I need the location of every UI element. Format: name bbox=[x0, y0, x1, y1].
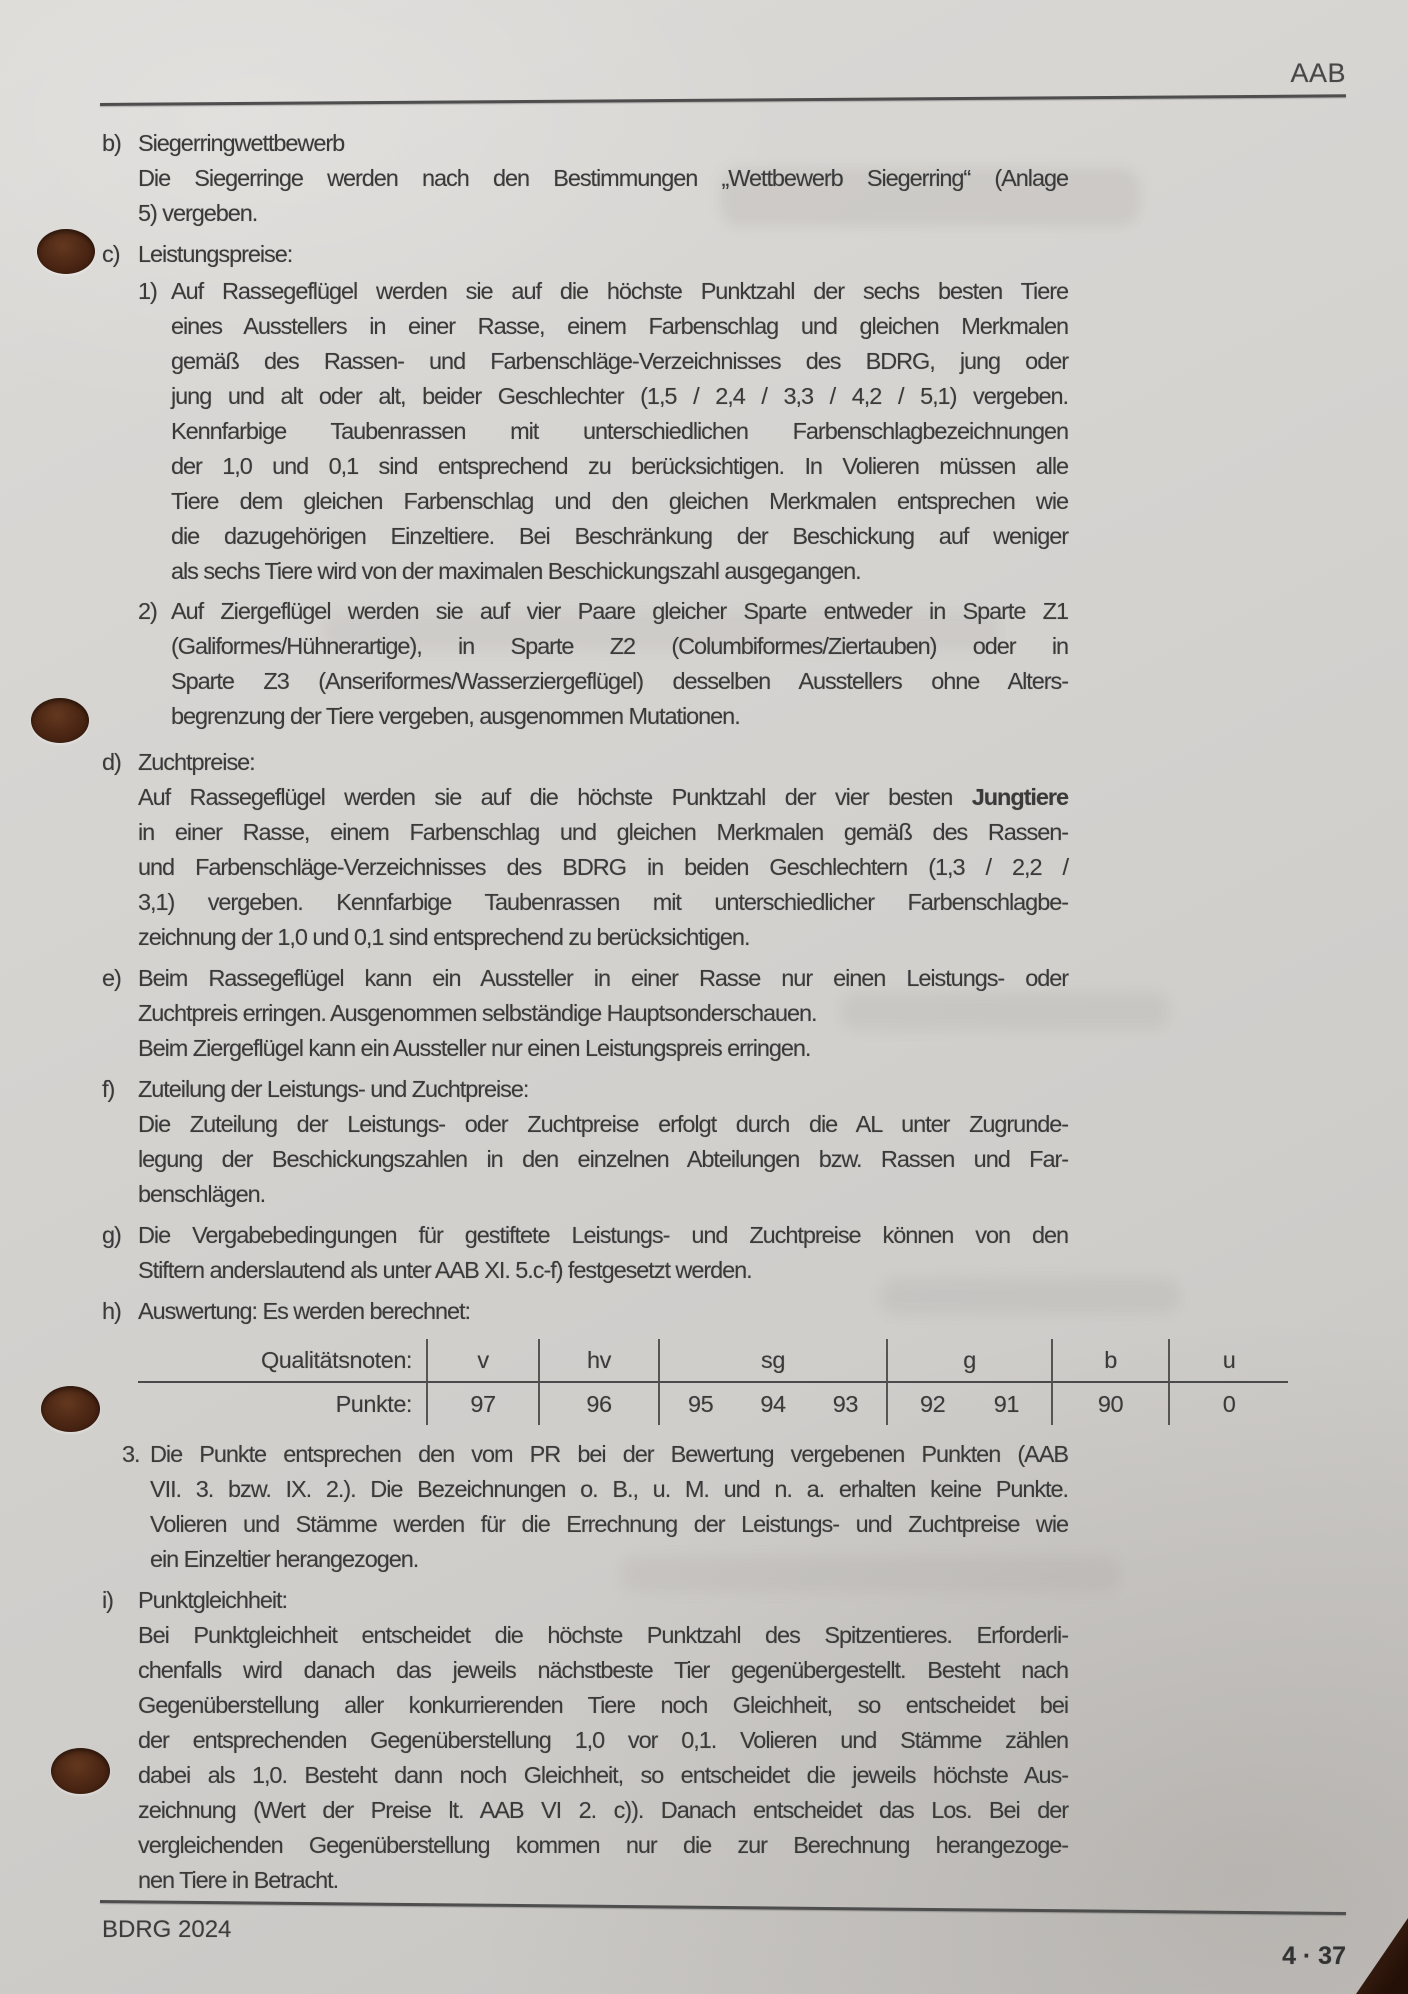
paragraph bbox=[138, 1107, 1068, 1212]
paragraph-line: ein Einzeltier herangezogen. bbox=[150, 1546, 419, 1572]
grade-u: u bbox=[1170, 1339, 1288, 1383]
paragraph-line: Tiere dem gleichen Farbenschlag und den gleichen Merkmalen entsprechen wie bbox=[171, 488, 1068, 514]
points-g bbox=[888, 1383, 1053, 1425]
paragraph-line: Sparte Z3 (Anseriformes/Wasserziergeflügel) desselben Ausstellers ohne Alters- bbox=[171, 668, 1068, 694]
section-e bbox=[102, 961, 1068, 1066]
paragraph-line: Bei Punktgleichheit entscheidet die höchste Punktzahl des Spitzentieres. Erforderli- bbox=[138, 1622, 1068, 1648]
footer-page-number: 4 · 37 bbox=[1282, 1942, 1346, 1970]
points-row-label: Punkte: bbox=[138, 1383, 428, 1425]
paragraph-line: und Farbenschläge-Verzeichnisses des BDRG in beiden Geschlechtern (1,3 / 2,2 / bbox=[138, 854, 1068, 880]
paragraph-line: zeichnung der 1,0 und 0,1 sind entsprechend zu berücksichtigen. bbox=[138, 924, 750, 950]
section-label: d) bbox=[102, 749, 121, 775]
paragraph-rest bbox=[138, 815, 1068, 955]
paragraph-line: gemäß des Rassen- und Farbenschläge-Verzeichnisses des BDRG, jung oder bbox=[171, 348, 1068, 374]
paragraph-line: eines Ausstellers in einer Rasse, einem Farbenschlag und gleichen Merkmalen bbox=[171, 313, 1068, 339]
section-title: Siegerringwettbewerb bbox=[138, 130, 345, 156]
paragraph-line: Beim Rassegeflügel kann ein Aussteller in einer Rasse nur einen Leistungs- oder bbox=[138, 965, 1068, 991]
grade-b: b bbox=[1053, 1339, 1170, 1383]
paragraph-line: vergleichenden Gegenüberstellung kommen nur die zur Berechnung herangezoge- bbox=[138, 1832, 1068, 1858]
item-label: 2) bbox=[138, 598, 157, 624]
paragraph-line: 5) vergeben. bbox=[138, 200, 258, 226]
grade-sg: sg bbox=[660, 1339, 888, 1383]
grades-row-label: Qualitätsnoten: bbox=[138, 1339, 428, 1383]
paragraph-line: begrenzung der Tiere vergeben, ausgenommen Mutationen. bbox=[171, 703, 740, 729]
paragraph-line: legung der Beschickungszahlen in den einzelnen Abteilungen bzw. Rassen und Far- bbox=[138, 1146, 1068, 1172]
paragraph-line bbox=[138, 780, 1068, 815]
paragraph bbox=[150, 1437, 1068, 1577]
numbered-item-3 bbox=[122, 1437, 1068, 1577]
paragraph bbox=[138, 1031, 1068, 1066]
grade-v: v bbox=[428, 1339, 540, 1383]
points-sg-94: 94 bbox=[760, 1390, 786, 1417]
item-label: 3. bbox=[122, 1441, 140, 1467]
section-label: f) bbox=[102, 1076, 115, 1102]
paragraph bbox=[171, 594, 1068, 734]
paragraph-line: 3,1) vergeben. Kennfarbige Taubenrassen mit unterschiedlicher Farbenschlagbe- bbox=[138, 889, 1068, 915]
punch-hole bbox=[31, 698, 89, 743]
item-label: 1) bbox=[138, 278, 157, 304]
paragraph bbox=[138, 161, 1068, 231]
page-corner-shadow bbox=[1356, 1918, 1408, 1994]
points-g-92: 92 bbox=[920, 1390, 946, 1417]
section-label: e) bbox=[102, 965, 121, 991]
paragraph-line: nen Tiere in Betracht. bbox=[138, 1867, 339, 1893]
paragraph-line: Auf Ziergeflügel werden sie auf vier Paare gleicher Sparte entweder in Sparte Z1 bbox=[171, 598, 1068, 624]
header-rule bbox=[100, 94, 1346, 105]
paragraph bbox=[171, 274, 1068, 589]
paragraph-line: zeichnung (Wert der Preise lt. AAB VI 2. c)). Danach entscheidet das Los. Bei der bbox=[138, 1797, 1068, 1823]
line-text: Auf Rassegeflügel werden sie auf die höchste Punktzahl der vier besten bbox=[138, 784, 972, 810]
section-label: h) bbox=[102, 1298, 121, 1324]
paragraph-line: Kennfarbige Taubenrassen mit unterschiedlichen Farbenschlagbezeichnungen bbox=[171, 418, 1068, 444]
section-label: g) bbox=[102, 1222, 121, 1248]
punch-hole bbox=[41, 1386, 100, 1432]
paragraph-line: der entsprechenden Gegenüberstellung 1,0 vor 0,1. Volieren und Stämme zählen bbox=[138, 1727, 1068, 1753]
section-label: c) bbox=[102, 241, 120, 267]
section-b bbox=[102, 126, 1068, 231]
paragraph-line: benschlägen. bbox=[138, 1181, 266, 1207]
section-label: b) bbox=[102, 130, 121, 156]
paragraph-line: VII. 3. bzw. IX. 2.). Die Bezeichnungen o. B., u. M. und n. a. erhalten keine Punkte. bbox=[150, 1476, 1068, 1502]
section-title: Zuteilung der Leistungs- und Zuchtpreise: bbox=[138, 1076, 529, 1102]
section-f bbox=[102, 1072, 1068, 1212]
paragraph-line: dabei als 1,0. Besteht dann noch Gleichheit, so entscheidet die jeweils höchste Aus- bbox=[138, 1762, 1068, 1788]
paragraph-line: die dazugehörigen Einzeltiere. Bei Beschränkung der Beschickung auf weniger bbox=[171, 523, 1068, 549]
paragraph-line: Die Punkte entsprechen den vom PR bei der Bewertung vergebenen Punkten (AAB bbox=[150, 1441, 1068, 1467]
points-sg bbox=[660, 1383, 888, 1425]
section-c bbox=[102, 237, 1068, 739]
points-sg-95: 95 bbox=[688, 1390, 714, 1417]
paragraph-line: als sechs Tiere wird von der maximalen Beschickungszahl ausgegangen. bbox=[171, 558, 861, 584]
paragraph bbox=[138, 961, 1068, 1031]
page-header-label: AAB bbox=[1290, 58, 1346, 88]
paragraph-line: Volieren und Stämme werden für die Errechnung der Leistungs- und Zuchtpreise wie bbox=[150, 1511, 1068, 1537]
section-title: Leistungspreise: bbox=[138, 241, 293, 267]
paragraph-line: Gegenüberstellung aller konkurrierenden Tiere noch Gleichheit, so entscheidet bei bbox=[138, 1692, 1068, 1718]
paragraph-line: Auf Rassegeflügel werden sie auf die höchste Punktzahl der sechs besten Tiere bbox=[171, 278, 1068, 304]
grade-hv: hv bbox=[540, 1339, 660, 1383]
section-g bbox=[102, 1218, 1068, 1288]
paragraph-line: Zuchtpreis erringen. Ausgenommen selbständige Hauptsonderschauen. bbox=[138, 1000, 817, 1026]
quality-grades-table bbox=[138, 1339, 1288, 1425]
grade-g: g bbox=[888, 1339, 1053, 1383]
section-title: Auswertung: Es werden berechnet: bbox=[138, 1298, 470, 1324]
paragraph-line: Stiftern anderslautend als unter AAB XI. 5.c-f) festgesetzt werden. bbox=[138, 1257, 752, 1283]
paragraph-line: Die Vergabebedingungen für gestiftete Leistungs- und Zuchtpreise können von den bbox=[138, 1222, 1068, 1248]
paragraph-line: der 1,0 und 0,1 sind entsprechend zu berücksichtigen. In Volieren müssen alle bbox=[171, 453, 1068, 479]
paragraph bbox=[138, 1618, 1068, 1898]
paragraph-line: Die Siegerringe werden nach den Bestimmungen „Wettbewerb Siegerring“ (Anlage bbox=[138, 165, 1068, 191]
points-v: 97 bbox=[428, 1383, 540, 1425]
section-i bbox=[102, 1583, 1068, 1898]
points-hv: 96 bbox=[540, 1383, 660, 1425]
points-g-91: 91 bbox=[993, 1390, 1019, 1417]
document-body bbox=[102, 126, 1236, 1904]
paragraph-line: jung und alt oder alt, beider Geschlechter (1,5 / 2,4 / 3,3 / 4,2 / 5,1) vergeben. bbox=[171, 383, 1068, 409]
section-h bbox=[102, 1294, 1068, 1329]
points-u: 0 bbox=[1222, 1390, 1236, 1417]
paragraph-line: chenfalls wird danach das jeweils nächstbeste Tier gegenübergestellt. Besteht nach bbox=[138, 1657, 1068, 1683]
paragraph-line: Die Zuteilung der Leistungs- oder Zuchtpreise erfolgt durch die AL unter Zugrunde- bbox=[138, 1111, 1068, 1137]
list-item-2 bbox=[138, 594, 1068, 734]
list-item-1 bbox=[138, 274, 1068, 589]
points-b: 90 bbox=[1053, 1383, 1170, 1425]
section-label: i) bbox=[102, 1587, 113, 1613]
emphasized-word: Jungtiere bbox=[971, 784, 1068, 810]
paragraph bbox=[138, 1218, 1068, 1288]
section-d bbox=[102, 745, 1068, 955]
punch-hole bbox=[37, 229, 95, 274]
paragraph-line: Beim Ziergeflügel kann ein Aussteller nur einen Leistungspreis erringen. bbox=[138, 1035, 811, 1061]
section-title: Zuchtpreise: bbox=[138, 749, 255, 775]
section-title: Punktgleichheit: bbox=[138, 1587, 287, 1613]
footer-document-id: BDRG 2024 bbox=[102, 1916, 232, 1943]
paragraph bbox=[138, 780, 1068, 955]
paragraph-line: in einer Rasse, einem Farbenschlag und gleichen Merkmalen gemäß des Rassen- bbox=[138, 819, 1068, 845]
points-sg-93: 93 bbox=[832, 1390, 858, 1417]
paragraph-line: (Galiformes/Hühnerartige), in Sparte Z2 (Columbiformes/Ziertauben) oder in bbox=[171, 633, 1068, 659]
